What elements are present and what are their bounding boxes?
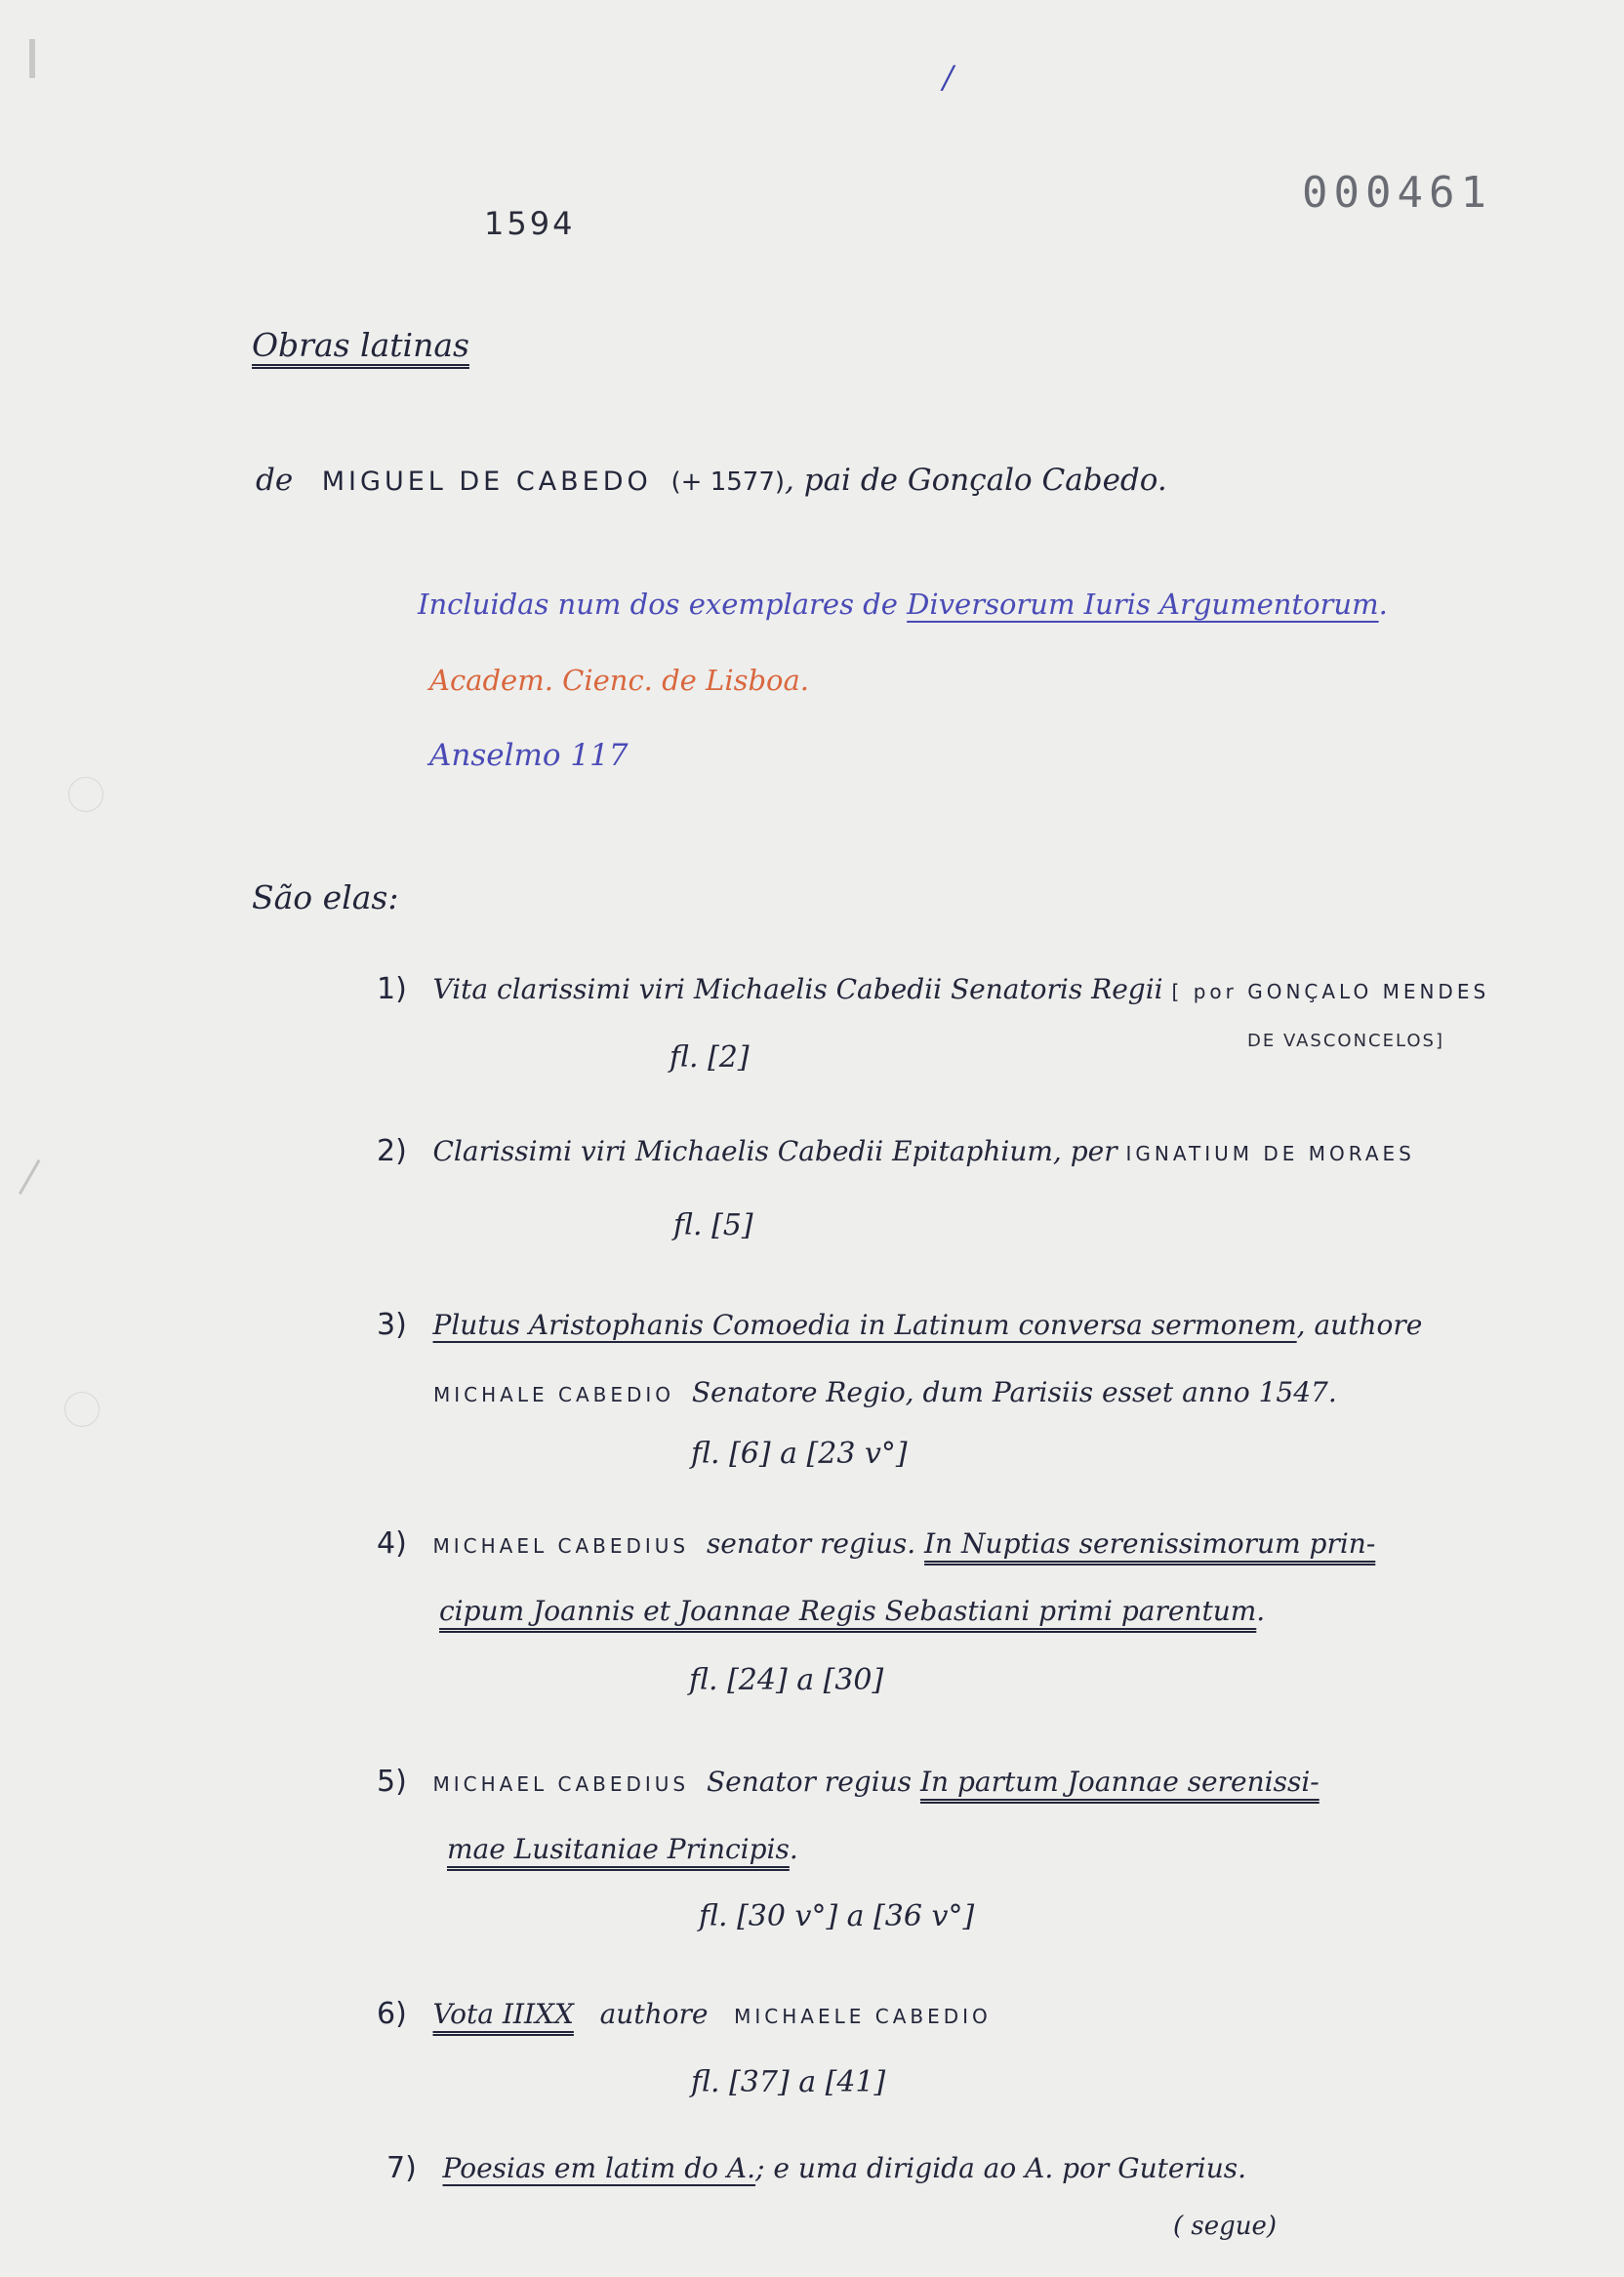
item-bracket-continued: DE VASCONCELOS]: [1247, 1031, 1445, 1051]
check-mark: /: [943, 59, 954, 96]
list-item: [377, 972, 1489, 1006]
item-text: ; e uma dirigida ao A. por Guterius.: [755, 2152, 1247, 2184]
item-caps: MICHALE CABEDIO: [433, 1383, 675, 1406]
item-text: Clarissimi viri Michaelis Cabedii Epitaphium, per: [432, 1135, 1117, 1167]
item-folio: fl. [24] a [30]: [689, 1663, 884, 1697]
note-blue-end: .: [1378, 588, 1388, 621]
list-item-line2: [433, 1376, 1337, 1408]
list-item: [377, 1134, 1415, 1168]
item-caps: MICHAEL CABEDIUS: [432, 1772, 690, 1796]
item-number: 1): [377, 972, 407, 1006]
item-text: Vita clarissimi viri Michaelis Cabedii Senatoris Regii: [432, 973, 1163, 1005]
item-caps: MICHAEL CABEDIUS: [432, 1534, 690, 1558]
item-number: 6): [377, 1997, 407, 2031]
page-title: Obras latinas: [252, 326, 469, 364]
item-end: .: [1256, 1595, 1266, 1627]
item-number: 3): [377, 1308, 407, 1342]
punch-hole-mark: [68, 777, 103, 812]
continuation-note: ( segue): [1173, 2212, 1278, 2241]
archive-number-stamp: 000461: [1302, 168, 1492, 218]
item-folio: fl. [5]: [673, 1208, 753, 1242]
item-number: 4): [377, 1526, 407, 1561]
note-blue-prefix: Incluidas num dos exemplares de: [418, 588, 898, 621]
item-underlined-title: Poesias em latim do A.: [442, 2152, 756, 2184]
list-intro: São elas:: [252, 878, 399, 916]
author-suffix: , pai de Gonçalo Cabedo.: [785, 463, 1167, 498]
item-underlined-title-continued: mae Lusitaniae Principis: [447, 1833, 790, 1865]
list-item-line2: [447, 1833, 798, 1865]
item-underlined-title: Plutus Aristophanis Comoedia in Latinum conversa sermonem: [432, 1309, 1297, 1341]
list-item: [377, 1526, 1375, 1561]
item-caps: IGNATIUM DE MORAES: [1125, 1142, 1415, 1165]
item-underlined-title: Vota IIIXX: [432, 1998, 574, 2030]
document-year: 1594: [484, 205, 576, 242]
item-underlined-title: In Nuptias serenissimorum prin-: [924, 1527, 1376, 1560]
item-folio: fl. [2]: [670, 1040, 750, 1075]
item-bracket: [ por GONÇALO MENDES: [1171, 980, 1490, 1003]
item-end: .: [789, 1833, 798, 1865]
margin-smudge: [29, 39, 35, 78]
item-text: senator regius.: [706, 1527, 916, 1560]
list-item-line2: [439, 1595, 1265, 1627]
note-blue-work: Diversorum Iuris Argumentorum: [907, 588, 1379, 621]
item-caps: MICHAELE CABEDIO: [734, 2005, 992, 2028]
author-prefix: de: [256, 463, 294, 498]
item-folio: fl. [6] a [23 v°]: [691, 1437, 908, 1471]
list-item: [377, 1765, 1320, 1799]
list-item: [377, 1997, 992, 2031]
item-text: authore: [599, 1998, 709, 2030]
author-dates: (+ 1577): [670, 468, 786, 497]
author-line: [256, 463, 1167, 498]
item-folio: fl. [30 v°] a [36 v°]: [699, 1899, 975, 1933]
item-text-line2: Senatore Regio, dum Parisiis esset anno 1547.: [691, 1376, 1337, 1408]
item-number: 7): [386, 2151, 417, 2185]
item-number: 5): [377, 1765, 407, 1799]
punch-hole-mark: [64, 1392, 100, 1427]
note-blue: [418, 588, 1388, 621]
item-folio: fl. [37] a [41]: [691, 2065, 886, 2099]
list-item: [377, 1308, 1422, 1342]
list-item: [386, 2151, 1246, 2185]
item-text-after: , authore: [1296, 1309, 1423, 1341]
item-underlined-title-continued: cipum Joannis et Joannae Regis Sebastiani primi parentum: [439, 1595, 1257, 1627]
margin-smudge: [19, 1159, 74, 1214]
note-orange: Academ. Cienc. de Lisboa.: [429, 664, 810, 697]
note-anselmo: Anselmo 117: [429, 738, 629, 773]
author-name: MIGUEL DE CABEDO: [321, 467, 652, 497]
item-underlined-title: In partum Joannae serenissi-: [919, 1766, 1320, 1798]
item-number: 2): [377, 1134, 407, 1168]
item-text: Senator regius: [706, 1766, 913, 1798]
